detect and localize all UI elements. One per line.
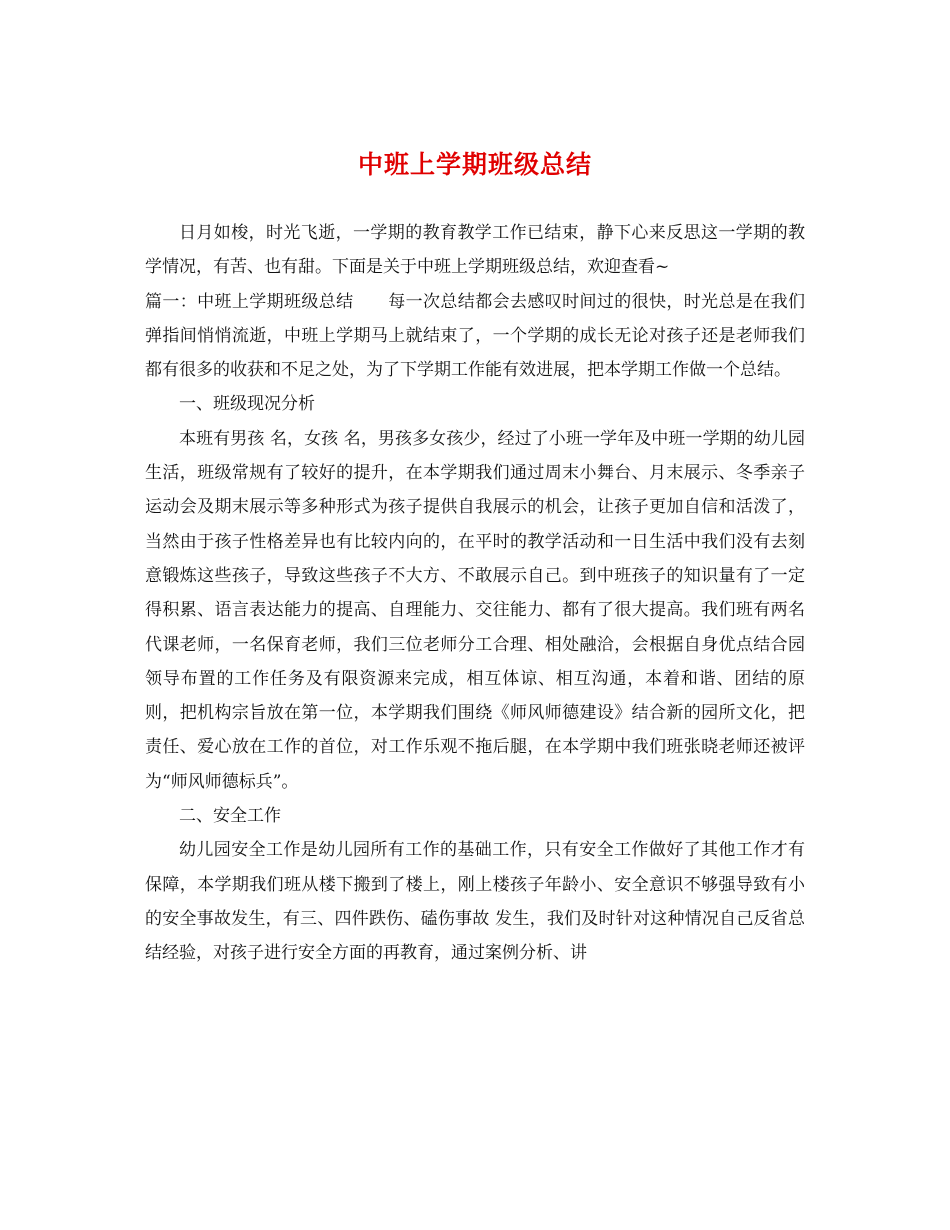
heading-safety-work: 二、安全工作 — [179, 806, 281, 827]
document-title: 中班上学期班级总结 — [357, 150, 592, 179]
heading-class-analysis: 一、班级现况分析 — [179, 394, 315, 415]
paragraph-safety-work: 幼儿园安全工作是幼儿园所有工作的基础工作，只有安全工作做好了其他工作才有保障，本学期我们班从楼下搬到了楼上，刚上楼孩子年龄小、安全意识不够强导致有小的安全事故发生，有三、四件跌伤、磕伤事故 发生，我们及时针对这种情况自己反省总结经验，对孩子进行安全方面的再教育，通过案例分析、讲 — [145, 840, 805, 964]
paragraph-intro: 日月如梭，时光飞逝，一学期的教育教学工作已结束，静下心来反思这一学期的教学情况，有苦、也有甜。下面是关于中班上学期班级总结，欢迎查看~ — [145, 223, 805, 278]
paragraph-section-one-intro: 篇一：中班上学期班级总结 每一次总结都会去感叹时间过的很快，时光总是在我们弹指间悄悄流逝，中班上学期马上就结束了，一个学期的成长无论对孩子还是老师我们都有很多的收获和不足之处，为了下学期工作能有效进展，把本学期工作做一个总结。 — [145, 291, 805, 381]
document-body — [145, 216, 805, 971]
paragraph-class-analysis: 本班有男孩 名，女孩 名，男孩多女孩少，经过了小班一学年及中班一学期的幼儿园生活，班级常规有了较好的提升，在本学期我们通过周末小舞台、月末展示、冬季亲子运动会及期末展示等多种形式为孩子提供自我展示的机会，让孩子更加自信和活泼了，当然由于孩子性格差异也有比较内向的，在平时的教学活动和一日生活中我们没有去刻意锻炼这些孩子，导致这些孩子不大方、不敢展示自己。到中班孩子的知识量有了一定得积累、语言表达能力的提高、自理能力、交往能力、都有了很大提高。我们班有两名代课老师，一名保育老师，我们三位老师分工合理、相处融洽，会根据自身优点结合园领导布置的工作任务及有限资源来完成，相互体谅、相互沟通，本着和谐、团结的原则，把机构宗旨放在第一位，本学期我们围绕《师风师德建设》结合新的园所文化，把责任、爱心放在工作的首位，对工作乐观不拖后腿，在本学期中我们班张晓老师还被评为“师风师德标兵”。 — [145, 428, 805, 792]
